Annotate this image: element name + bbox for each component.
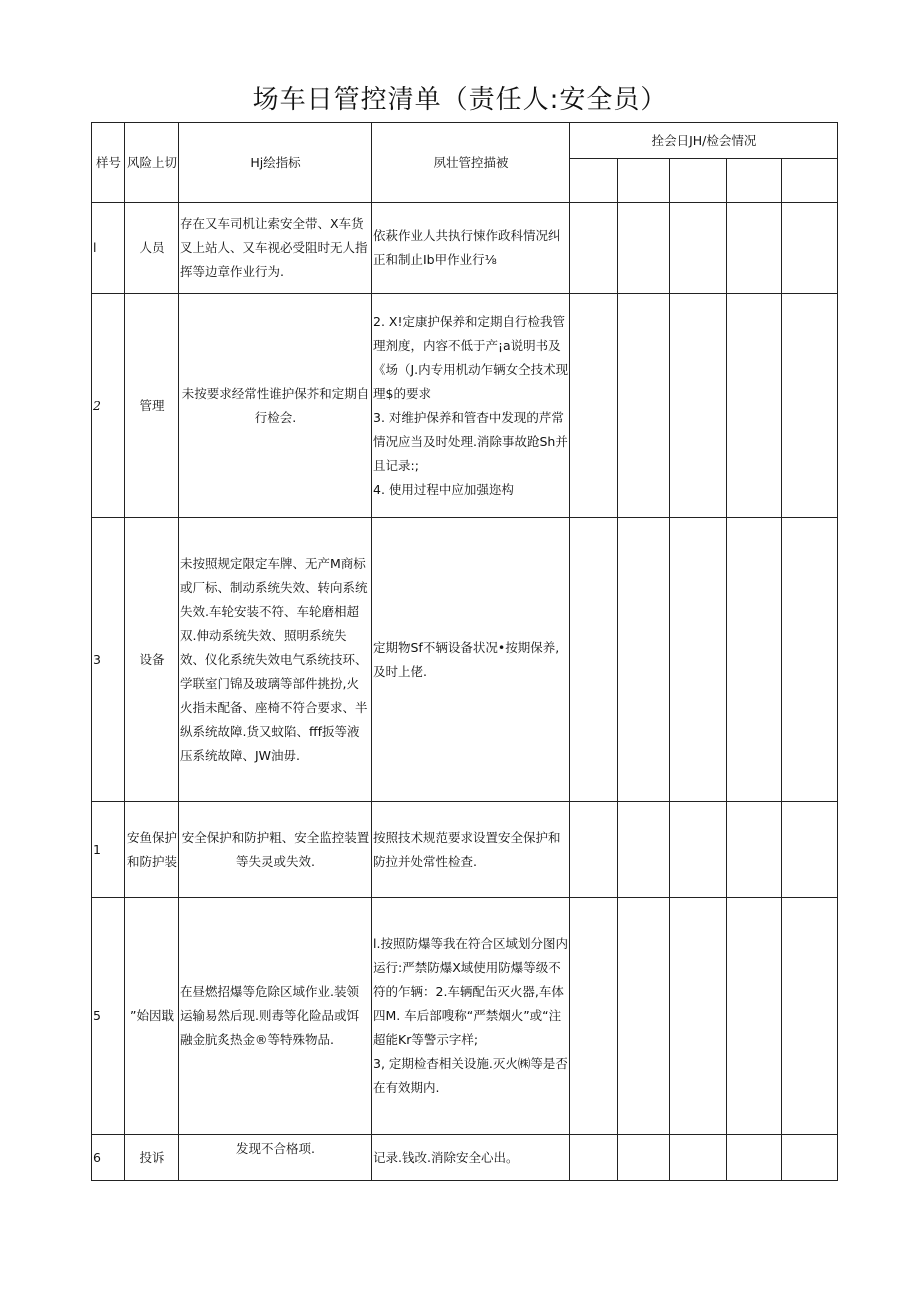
check-date-cell — [618, 159, 670, 203]
check-cell — [670, 518, 727, 802]
check-cell — [727, 802, 782, 898]
measure-text: 2. X!定康护保养和定期自行检我管理剂度，内容不低于产¡a说明书及《场（J.内专用机动乍辆女仝技术现理$的要求 — [373, 313, 569, 401]
indicator-cell — [179, 294, 372, 518]
check-cell — [727, 203, 782, 294]
header-measures: 夙壮管控描被 — [372, 123, 570, 203]
check-cell — [570, 294, 618, 518]
check-cell — [570, 898, 618, 1135]
indicator-cell — [179, 203, 372, 294]
risk-category: 投诉 — [125, 1135, 179, 1181]
indicator-text: 未按照规定限定车牌、无产M商标或厂标、制动系统失效、转向系统失效.车轮安装不符、车轮磨相超双.伸动系统失效、照明系统失效、仪化系统失效电气系统技环、学联室门锦及玻璃等部件挑扮,火火指未配备、座椅不符合要求、半纵系统故障.货又蚊陷、fff扳等液压系统故障、JW油毋. — [180, 555, 368, 763]
check-cell — [618, 802, 670, 898]
check-date-cell — [570, 159, 618, 203]
indicator-cell — [179, 802, 372, 898]
table-row — [92, 898, 838, 1135]
check-cell — [670, 802, 727, 898]
table-row — [92, 294, 838, 518]
check-cell — [618, 203, 670, 294]
check-cell — [618, 294, 670, 518]
indicator-text: 在昼燃招爆等危除区域作业.装领运输易然后现.则毒等化险品或饵融金肮炙热金®等特殊物品. — [180, 984, 359, 1047]
check-cell — [727, 1135, 782, 1181]
check-cell — [570, 1135, 618, 1181]
measure-text: 3. 对维护保养和管杳中发现的芹常情况应当及时处理.消除事故跄Sh并且记录:; — [373, 409, 568, 473]
indicator-cell — [179, 1135, 372, 1181]
check-cell — [670, 294, 727, 518]
check-cell — [618, 1135, 670, 1181]
check-cell — [782, 203, 838, 294]
measures-cell — [372, 294, 570, 518]
check-cell — [727, 898, 782, 1135]
check-cell — [782, 1135, 838, 1181]
check-cell — [727, 294, 782, 518]
row-number: 6 — [92, 1135, 125, 1181]
page-title: 场车日管控清单（责任人:安全员） — [252, 85, 668, 115]
check-cell — [782, 518, 838, 802]
check-cell — [727, 518, 782, 802]
check-cell — [618, 518, 670, 802]
measures-cell — [372, 1135, 570, 1181]
header-risk: 风险上切 — [125, 123, 179, 203]
check-cell — [570, 802, 618, 898]
check-date-cell — [727, 159, 782, 203]
check-cell — [670, 203, 727, 294]
table-row — [92, 518, 838, 802]
table-row — [92, 802, 838, 898]
indicator-text: 发现不合格项. — [236, 1141, 315, 1156]
measure-text: 依萩作业人共执行悚作政科情况纠正和制止Ib甲作业行⅛ — [373, 228, 561, 267]
risk-category: 人员 — [125, 203, 179, 294]
header-check-group: 拴会日JH/检会情况 — [570, 123, 838, 159]
indicator-text: 存在又车司机让索安全带、X车货叉上站人、又车视必受阻时无人指挥等边章作业行为. — [180, 216, 368, 279]
row-number: 1 — [92, 802, 125, 898]
check-cell — [570, 518, 618, 802]
indicator-cell — [179, 518, 372, 802]
measure-text: 4. 使用过程中应加强迩构 — [373, 481, 514, 497]
check-cell — [782, 802, 838, 898]
measures-cell — [372, 518, 570, 802]
check-cell — [782, 898, 838, 1135]
measure-text: 记录.钱改.消除安全心出。 — [373, 1149, 519, 1165]
risk-category: 安鱼保护和防护装 — [125, 802, 179, 898]
check-cell — [618, 898, 670, 1135]
row-number: 2 — [92, 294, 125, 518]
indicator-cell — [179, 898, 372, 1135]
indicator-text: 安全保护和防护粗、安全监控装置等失灵或失效. — [181, 829, 370, 869]
check-cell — [670, 898, 727, 1135]
check-cell — [670, 1135, 727, 1181]
measure-text: 3, 定期检杳相关设施.灭火㈱等是否在有效期内. — [373, 1056, 568, 1095]
risk-category: 设备 — [125, 518, 179, 802]
check-date-cell — [670, 159, 727, 203]
measures-cell — [372, 203, 570, 294]
row-number: 3 — [92, 518, 125, 802]
indicator-text: 未按要求经常性谁护保芥和定期自行检会. — [181, 385, 370, 425]
risk-category: 管理 — [125, 294, 179, 518]
measure-text: 定期物Sf不辆设备状况•按期保养,及时上佬. — [373, 639, 560, 679]
risk-category: ”始因戢 — [125, 898, 179, 1135]
measure-text: l.按照防爆等我在符合区域划分图内运行:严禁防爆X域使用防爆等级不符的乍辆：2.车辆配缶灭火器,车体四M. 车后部嗖称“严禁烟火”或“注超能Kr等警示字样; — [373, 936, 568, 1047]
table-row — [92, 1135, 838, 1181]
check-cell — [782, 294, 838, 518]
measures-cell — [372, 802, 570, 898]
measure-text: 按照技术规范要求设置安全保护和防拉并处常性检查. — [373, 829, 561, 869]
measures-cell — [372, 898, 570, 1135]
header-indicator: Hj绘指标 — [179, 123, 372, 203]
row-number: 5 — [92, 898, 125, 1135]
row-number: l — [92, 203, 125, 294]
check-cell — [570, 203, 618, 294]
header-seq: 样号 — [92, 123, 125, 203]
check-date-cell — [782, 159, 838, 203]
table-row — [92, 203, 838, 294]
control-checklist-table — [91, 122, 838, 1181]
